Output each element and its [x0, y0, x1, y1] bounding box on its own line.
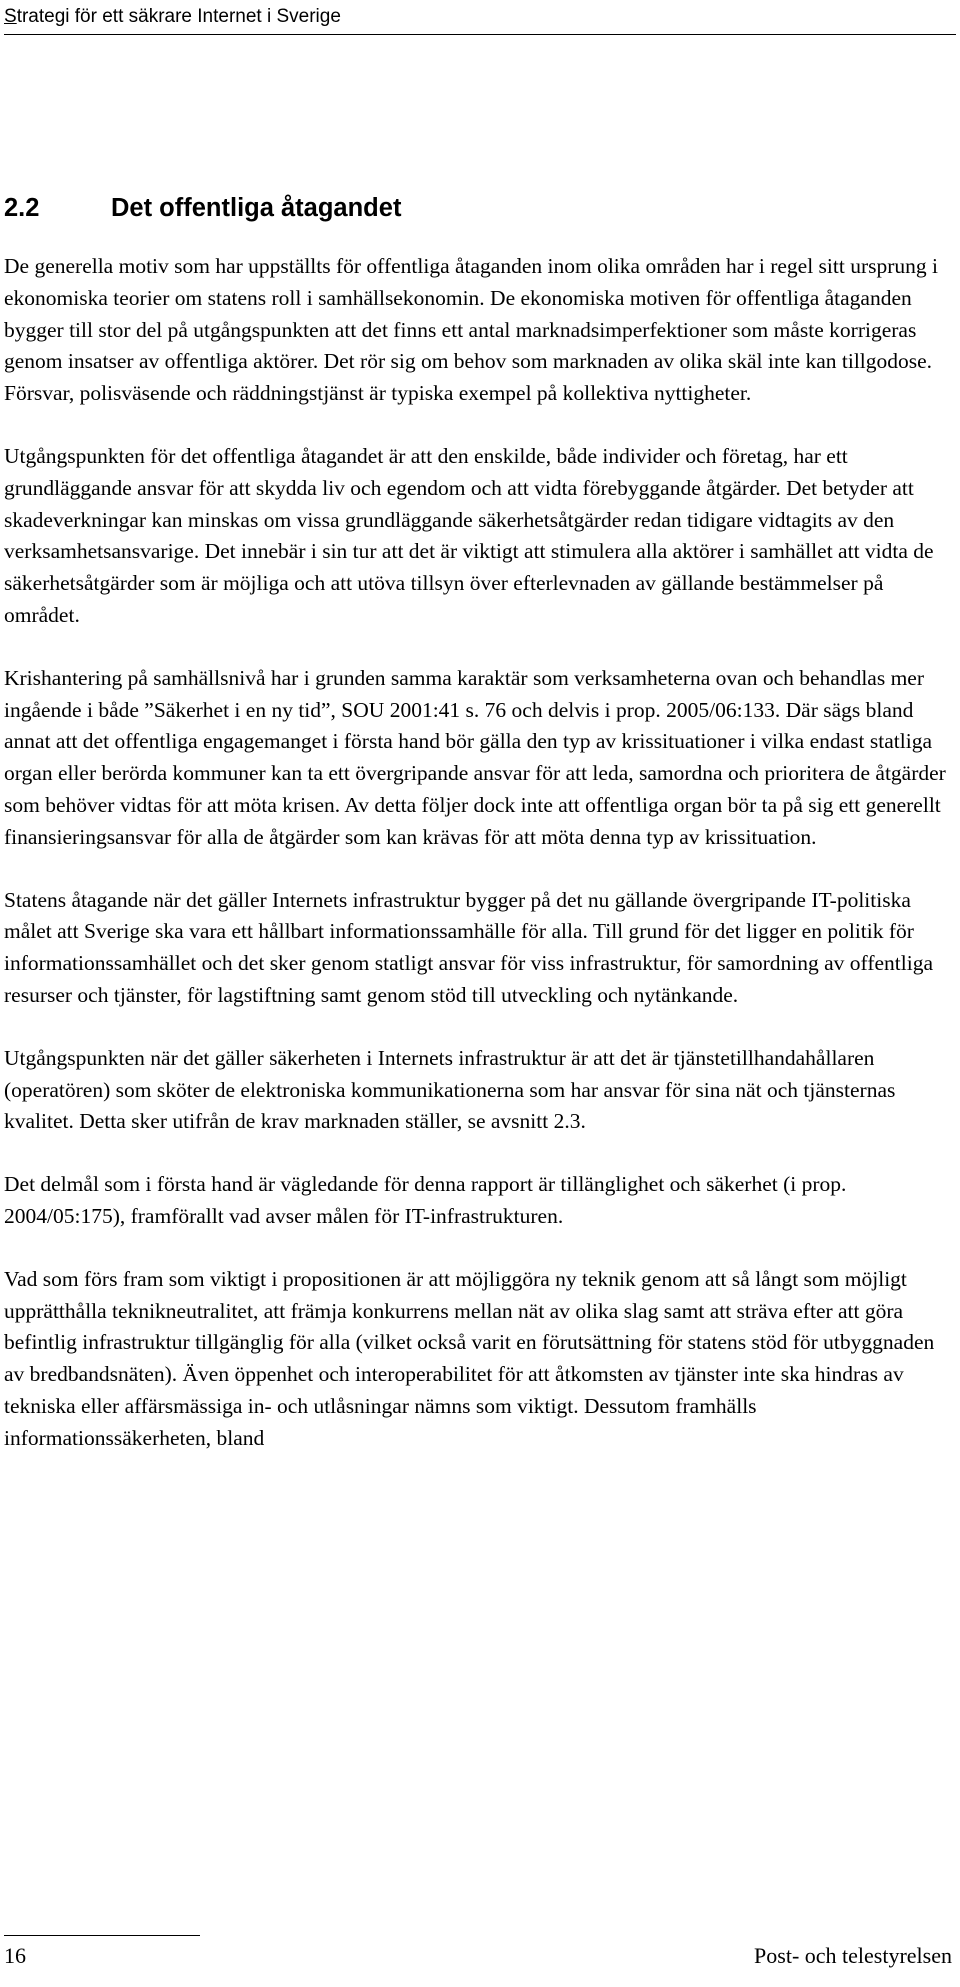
paragraph-4: Statens åtagande när det gäller Internets infrastruktur bygger på det nu gällande övergripande IT-politiska målet att Sverige ska vara ett hållbart informationssamhälle för alla. Till grund för det ligger en politik för informationssamhället och det sker genom statligt ansvar för viss infrastruktur, för samordning av offentliga resurser och tjänster, för lagstiftning samt genom stöd till utveckling och nytänkande.	[4, 887, 933, 1007]
footer-page-number: 16	[4, 1943, 26, 1968]
paragraph-2: Utgångspunkten för det offentliga åtagandet är att den enskilde, både individer och företag, har ett grundläggande ansvar för att skydda liv och egendom och att vidta förebyggande åtgärder. Det betyder att skadeverkningar kan minskas om vissa grundläggande säkerhetsåtgärder redan tidigare vidtagits av den verksamhetsansvarige. Det innebär i sin tur att det är viktigt att stimulera alla aktörer i samhället att vidta de säkerhetsåtgärder som är möjliga och att utöva tillsyn över efterlevnaden av gällande bestämmelser på området.	[4, 443, 934, 627]
running-header-title: trategi för ett säkrare Internet i Sverige	[16, 6, 341, 27]
section-title: Det offentliga åtagandet	[111, 194, 402, 222]
paragraph-1: De generella motiv som har uppställts för offentliga åtaganden inom olika områden har i regel sitt ursprung i ekonomiska teorier om statens roll i samhällsekonomin. De ekonomiska motiven för offentliga åtaganden bygger till stor del på utgångspunkten att det finns ett antal marknadsimperfektioner som måste korrigeras genom insatser av offentliga aktörer. Det rör sig om behov som marknaden av olika skäl inte kan tillgodose. Försvar, polisväsende och räddningstjänst är typiska exempel på kollektiva nyttigheter.	[4, 254, 939, 406]
paragraph-7: Vad som förs fram som viktigt i propositionen är att möjliggöra ny teknik genom att så långt som möjligt upprätthålla teknikneutralitet, att främja konkurrens mellan nät av olika slag samt att sträva efter att göra befintlig infrastruktur tillgänglig för alla (vilket också varit en förutsättning för statens stöd för utbyggnaden av bredbandsnäten). Även öppenhet och interoperabilitet för att åtkomsten av tjänster inte ska hindras av tekniska eller affärsmässiga in- och utlåsningar nämns som viktigt. Dessutom framhälls informationssäkerheten, bland	[4, 1266, 935, 1450]
header-rule	[4, 34, 956, 35]
section-heading	[4, 190, 401, 226]
footer-rule	[4, 1935, 200, 1936]
running-header	[4, 2, 956, 32]
section-number: 2.2	[4, 194, 40, 222]
paragraph-3: Krishantering på samhällsnivå har i grunden samma karaktär som verksamheterna ovan och behandlas mer ingående i både ”Säkerhet i en ny tid”, SOU 2001:41 s. 76 och delvis i prop. 2005/06:133. Där sägs bland annat att det offentliga engagemanget i första hand bör gälla den typ av krissituationer i vilka endast statliga organ eller berörda kommuner kan ta ett övergripande ansvar för att leda, samordna och prioritera de åtgärder som behöver vidtas för att möta krisen. Av detta följer dock inte att offentliga organ bör ta på sig ett generellt finansieringsansvar för alla de åtgärder som kan krävas för att möta denna typ av krissituation.	[4, 665, 946, 849]
paragraph-5: Utgångspunkten när det gäller säkerheten i Internets infrastruktur är att det är tjänstetillhandahållaren (operatören) som sköter de elektroniska kommunikationerna som har ansvar för sina nät och tjänsternas kvalitet. Detta sker utifrån de krav marknaden ställer, se avsnitt 2.3.	[4, 1045, 896, 1134]
body-text	[4, 251, 956, 1486]
running-header-initial: S	[4, 6, 17, 27]
footer-organization: Post- och telestyrelsen	[754, 1943, 952, 1968]
paragraph-6: Det delmål som i första hand är vägledande för denna rapport är tillänglighet och säkerhet (i prop. 2004/05:175), framförallt vad avser målen för IT-infrastrukturen.	[4, 1172, 847, 1228]
